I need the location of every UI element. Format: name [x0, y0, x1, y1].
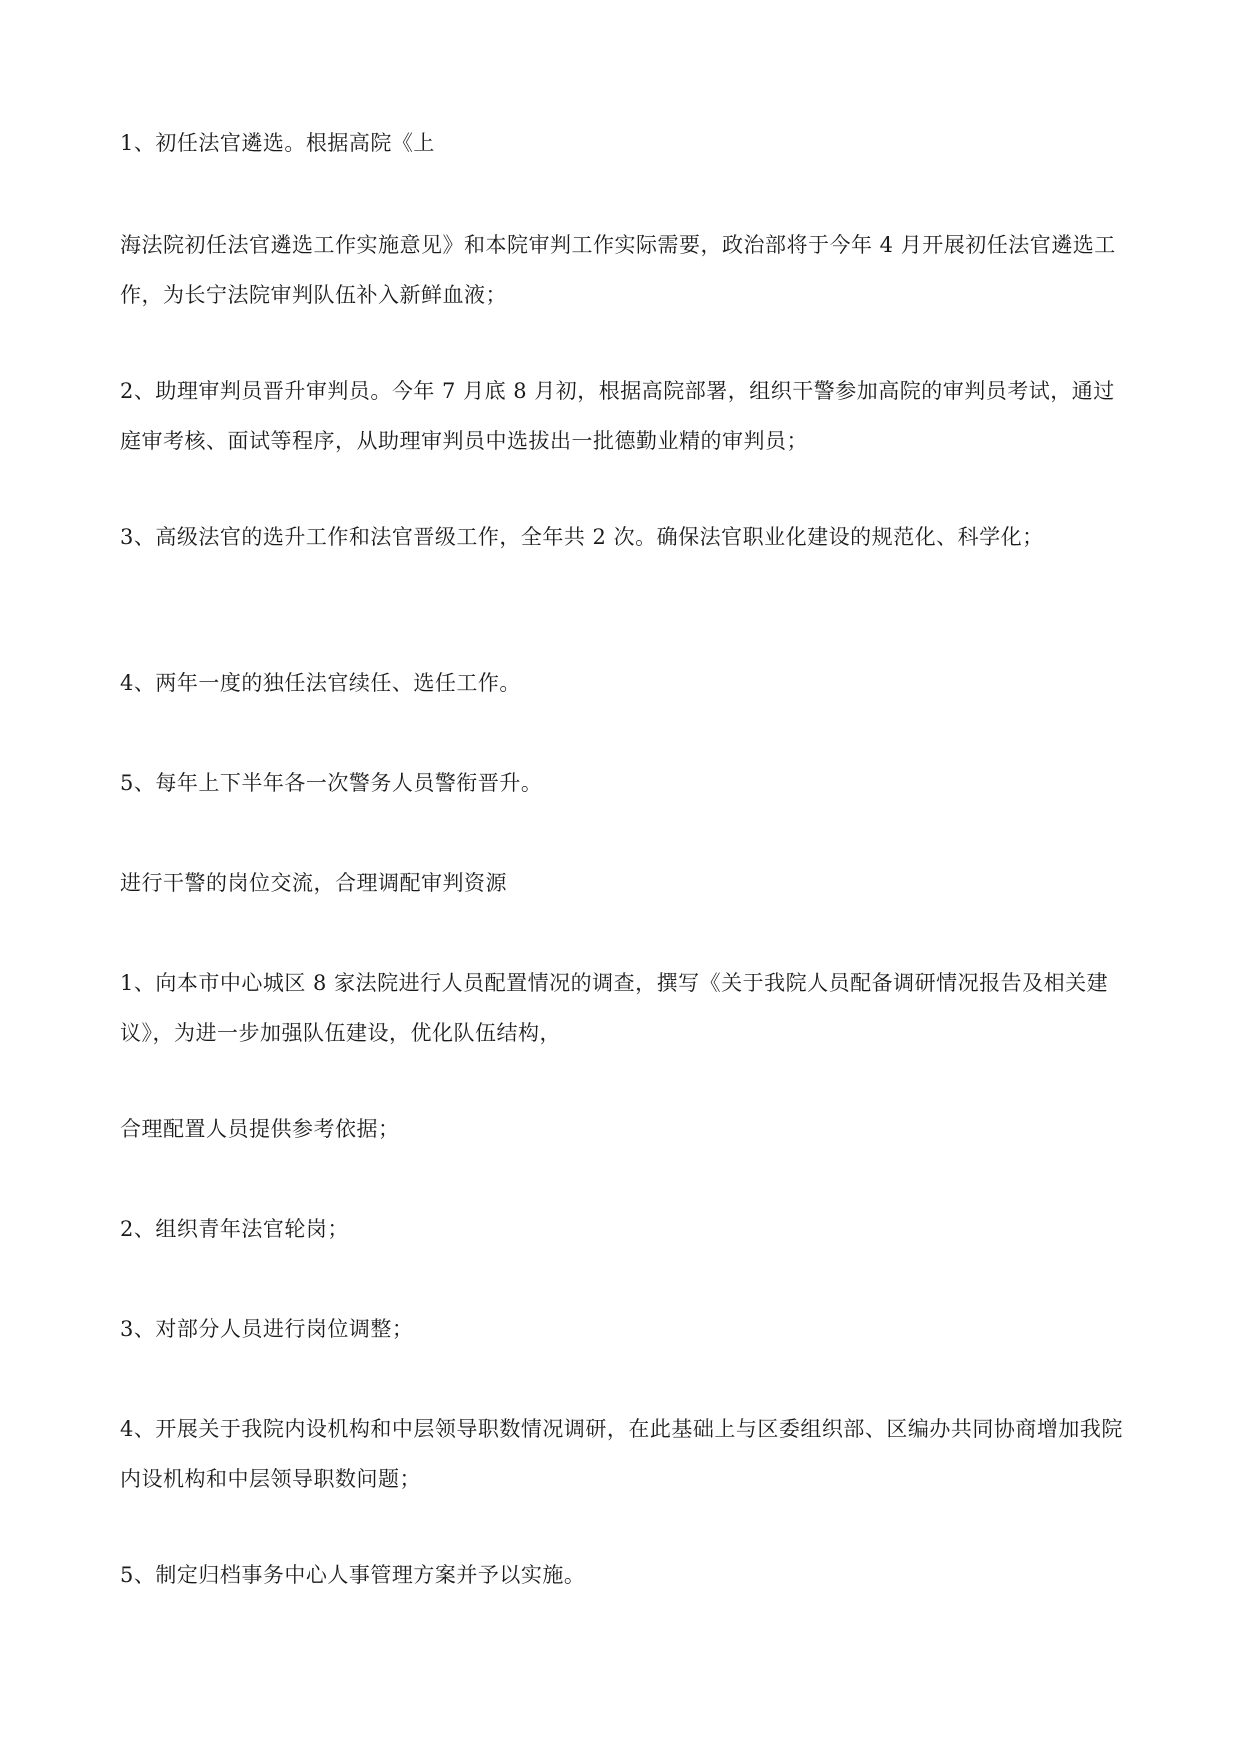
paragraph-7: 1、向本市中心城区 8 家法院进行人员配置情况的调查，撰写《关于我院人员配备调研情况报告及相关建议》，为进一步加强队伍建设，优化队伍结构，: [120, 971, 1109, 1045]
paragraph-8: 合理配置人员提供参考依据；: [120, 1117, 400, 1141]
paragraph-1: 1、初任法官遴选。根据高院《上: [120, 131, 435, 155]
paragraph-6: 5、每年上下半年各一次警务人员警衔晋升。: [120, 771, 543, 795]
paragraph-5: 4、两年一度的独任法官续任、选任工作。: [120, 671, 521, 695]
paragraph-4: 3、高级法官的选升工作和法官晋级工作，全年共 2 次。确保法官职业化建设的规范化、科学化；: [120, 525, 1044, 549]
paragraph-9: 2、组织青年法官轮岗；: [120, 1217, 349, 1241]
paragraph-2: 海法院初任法官遴选工作实施意见》和本院审判工作实际需要，政治部将于今年 4 月开展初任法官遴选工作，为长宁法院审判队伍补入新鲜血液；: [120, 233, 1116, 307]
paragraph-3: 2、助理审判员晋升审判员。今年 7 月底 8 月初，根据高院部署，组织干警参加高院的审判员考试，通过庭审考核、面试等程序，从助理审判员中选拔出一批德勤业精的审判员；: [120, 379, 1115, 453]
paragraph-10: 3、对部分人员进行岗位调整；: [120, 1317, 414, 1341]
paragraph-11: 4、开展关于我院内设机构和中层领导职数情况调研，在此基础上与区委组织部、区编办共同协商增加我院内设机构和中层领导职数问题；: [120, 1417, 1123, 1491]
section-heading: 进行干警的岗位交流，合理调配审判资源: [120, 871, 507, 895]
paragraph-12: 5、制定归档事务中心人事管理方案并予以实施。: [120, 1563, 586, 1587]
